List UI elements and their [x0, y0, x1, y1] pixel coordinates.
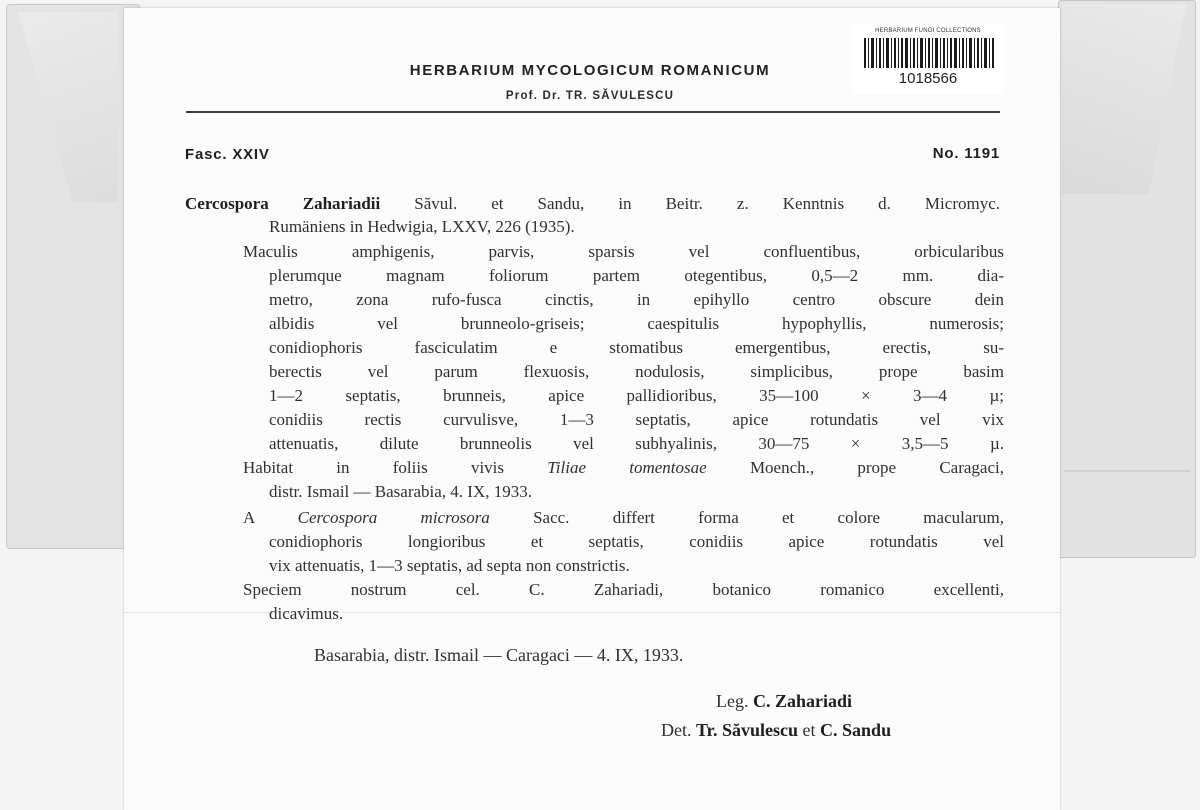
description-line: Maculis amphigenis, parvis, sparsis vel confluentibus, orbicularibus	[243, 242, 1004, 261]
description-line: metro, zona rufo-fusca cinctis, in epihyllo centro obscure dein	[269, 290, 1004, 309]
species-name: Cercospora Zahariadii	[185, 194, 381, 213]
herbarium-title: HERBARIUM MYCOLOGICUM ROMANICUM	[409, 62, 771, 79]
species-citation-line	[185, 192, 1000, 215]
description-line: berectis vel parum flexuosis, nodulosis, simplicibus, prope basim	[269, 362, 1004, 381]
description-line: plerumque magnam foliorum partem otegentibus, 0,5—2 mm. dia-	[269, 266, 1004, 285]
citation-part2: Rumäniens in Hedwigia, LXXV, 226 (1935).	[269, 217, 575, 236]
description-line: conidiis rectis curvulisve, 1—3 septatis, apice rotundatis vel vix	[269, 410, 1004, 429]
comparison-rest: Sacc. differt forma et colore macularum,	[533, 508, 1005, 527]
dedication-line2: dicavimus.	[269, 604, 344, 623]
collector-line	[716, 690, 852, 713]
habitat-end: Moench., prope Caragaci,	[749, 458, 1004, 477]
comparison-line	[243, 506, 1004, 529]
comparison-species: Cercospora microsora	[297, 508, 490, 527]
citation-part1: Săvul. et Sandu, in Beitr. z. Kenntnis d. Micromyc.	[414, 194, 1000, 213]
description-line: albidis vel brunneolo-griseis; caespitulis hypophyllis, numerosis;	[269, 314, 1004, 333]
envelope-crease	[1064, 470, 1190, 472]
comparison-line2: conidiophoris longioribus et septatis, conidiis apice rotundatis vel	[269, 532, 1004, 551]
barcode-number: 1018566	[898, 70, 958, 87]
description-line: 1—2 septatis, brunneis, apice pallidioribus, 35—100 × 3—4 µ;	[269, 386, 1004, 405]
det-et: et	[802, 720, 816, 740]
locality: Basarabia, distr. Ismail — Caragaci — 4. IX, 1933.	[314, 645, 684, 665]
determiner-name-1: Tr. Săvulescu	[696, 720, 799, 740]
habitat-start: Habitat in foliis vivis	[243, 458, 505, 477]
barcode-caption: HERBARIUM FUNGI COLLECTIONS	[875, 28, 981, 34]
collector-name: C. Zahariadi	[752, 691, 853, 711]
fascicle: Fasc. XXIV	[185, 146, 270, 163]
comparison-line3: vix attenuatis, 1—3 septatis, ad septa non constrictis.	[269, 556, 630, 575]
dedication-line: Speciem nostrum cel. C. Zahariadi, botanico romanico excellenti,	[243, 580, 1004, 599]
determiner-name-2: C. Sandu	[820, 720, 892, 740]
comparison-a: A	[243, 508, 255, 527]
herbarium-professor: Prof. Dr. TR. SĂVULESCU	[505, 90, 675, 102]
determiner-line	[661, 719, 891, 742]
leg-prefix: Leg.	[716, 691, 749, 711]
specimen-number: No. 1191	[932, 145, 1000, 162]
habitat-line	[243, 456, 1004, 479]
det-prefix: Det.	[661, 720, 692, 740]
habitat-host: Tiliae tomentosae	[547, 458, 707, 477]
description-line: attenuatis, dilute brunneolis vel subhyalinis, 30—75 × 3,5—5 µ.	[269, 434, 1004, 453]
header-rule	[186, 111, 1000, 113]
description-line: conidiophoris fasciculatim e stomatibus emergentibus, erectis, su-	[269, 338, 1004, 357]
habitat-line2: distr. Ismail — Basarabia, 4. IX, 1933.	[269, 482, 532, 501]
